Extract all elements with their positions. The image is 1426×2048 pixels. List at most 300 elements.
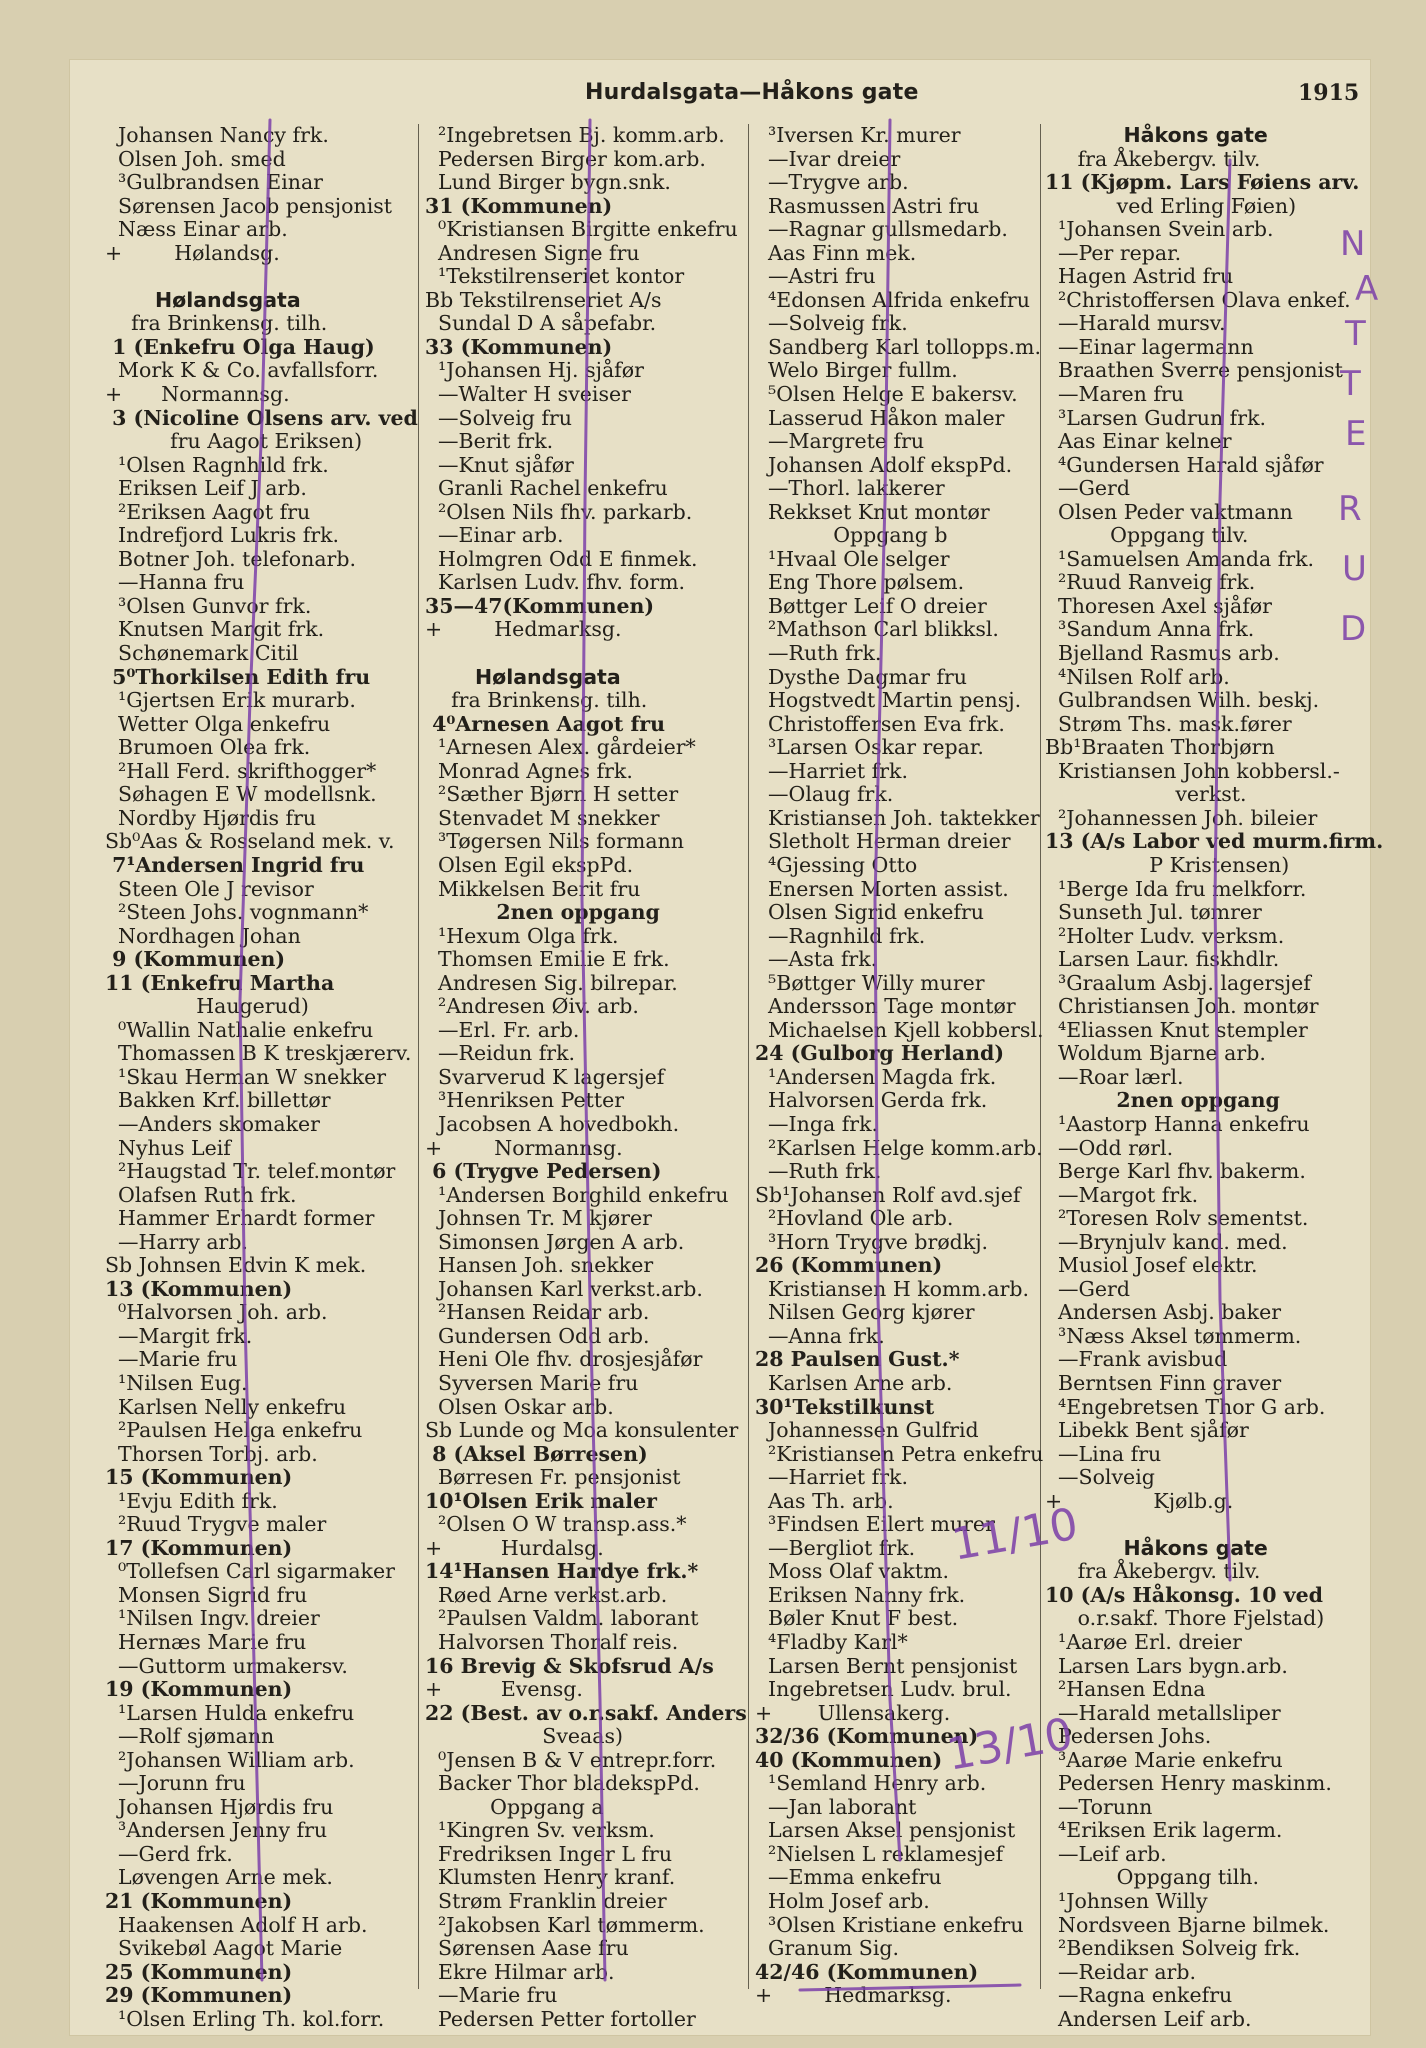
directory-entry: Olsen Sigrid enkefru: [755, 900, 984, 925]
directory-entry: Larsen Aksel pensjonist: [755, 1818, 1016, 1843]
directory-entry: ¹Andersen Magda frk.: [755, 1064, 997, 1089]
directory-entry: Børresen Fr. pensjonist: [425, 1465, 681, 1490]
directory-entry: Ingebretsen Ludv. brul.: [755, 1677, 1012, 1702]
directory-entry: —Jorunn fru: [105, 1771, 246, 1796]
directory-entry: Nordhagen Johan: [105, 923, 301, 948]
directory-entry: Sb Johnsen Edvin K mek.: [105, 1253, 367, 1278]
directory-entry: Christoffersen Eva frk.: [755, 711, 1005, 736]
directory-entry: ¹Tekstilrenseriet kontor: [425, 264, 685, 289]
directory-entry: Johansen Karl verkst.arb.: [425, 1276, 703, 1301]
directory-entry: —Knut sjåfør: [425, 452, 574, 477]
directory-entry: Woldum Bjarne arb.: [1045, 1041, 1266, 1066]
directory-entry: ³Findsen Eilert murer: [755, 1512, 995, 1537]
directory-entry: ⁴Eliassen Knut stempler: [1045, 1017, 1308, 1042]
directory-entry: + Evensg.: [425, 1677, 583, 1702]
directory-entry: + Kjølb.g.: [1045, 1488, 1234, 1513]
directory-entry: Pedersen Birger kom.arb.: [425, 146, 706, 171]
directory-entry: 2nen oppgang: [425, 900, 660, 925]
directory-entry: 19 (Kommunen): [105, 1677, 293, 1702]
directory-entry: 10 (A/s Håkonsg. 10 ved: [1045, 1582, 1323, 1607]
directory-entry: Lund Birger bygn.snk.: [425, 170, 671, 195]
handwritten-letter: R: [1338, 489, 1362, 529]
directory-entry: + Normannsg.: [105, 382, 290, 407]
directory-entry: —Harald metallsliper: [1045, 1700, 1281, 1725]
directory-entry: —Guttorm urmakersv.: [105, 1653, 348, 1678]
directory-entry: ¹Johansen Hj. sjåfør: [425, 358, 644, 383]
directory-entry: ¹Olsen Erling Th. kol.forr.: [105, 2006, 385, 2031]
directory-entry: ⁵Bøttger Willy murer: [755, 970, 985, 995]
directory-entry: Løvengen Arne mek.: [105, 1865, 333, 1890]
directory-entry: 13 (A/s Labor ved murm.firm.: [1045, 829, 1384, 854]
directory-entry: ¹Berge Ida fru melkforr.: [1045, 876, 1307, 901]
directory-entry: Ekre Hilmar arb.: [425, 1959, 615, 1984]
directory-entry: 10¹Olsen Erik maler: [425, 1488, 657, 1513]
directory-entry: fra Brinkensg. tilh.: [105, 311, 328, 336]
directory-entry: —Gerd frk.: [105, 1841, 233, 1866]
directory-entry: Sveaas): [425, 1724, 624, 1749]
directory-entry: Bb Tekstilrenseriet A/s: [425, 287, 662, 312]
directory-entry: —Ragnhild frk.: [755, 923, 926, 948]
directory-entry: Halvorsen Gerda frk.: [755, 1088, 988, 1113]
directory-entry: ⁰Tollefsen Carl sigarmaker: [105, 1559, 395, 1584]
directory-entry: 4⁰Arnesen Aagot fru: [425, 711, 665, 736]
directory-entry: Granum Sig.: [755, 1936, 900, 1961]
directory-entry: 16 Brevig & Skofsrud A/s: [425, 1653, 714, 1678]
directory-entry: ²Hansen Edna: [1045, 1677, 1206, 1702]
directory-entry: Eriksen Nanny frk.: [755, 1582, 966, 1607]
directory-entry: Johansen Nancy frk.: [105, 123, 329, 147]
directory-entry: ²Steen Johs. vognmann*: [105, 900, 369, 925]
directory-entry: ³Larsen Oskar repar.: [755, 735, 984, 760]
directory-entry: ²Ruud Ranveig frk.: [1045, 570, 1256, 595]
directory-entry: Aas Th. arb.: [755, 1488, 894, 1513]
directory-entry: —Margrete fru: [755, 429, 925, 454]
directory-entry: Andresen Signe fru: [425, 240, 640, 265]
directory-entry: Braathen Sverre pensjonist: [1045, 358, 1343, 383]
directory-entry: Stenvadet M snekker: [425, 805, 660, 830]
directory-entry: ⁴Gundersen Harald sjåfør: [1045, 452, 1324, 477]
directory-entry: Bøttger Leif O dreier: [755, 593, 987, 618]
directory-entry: Monsen Sigrid fru: [105, 1582, 308, 1607]
directory-entry: —Gerd: [1045, 476, 1130, 501]
directory-entry: 6 (Trygve Pedersen): [425, 1159, 662, 1184]
directory-entry: ²Andresen Øiv. arb.: [425, 994, 639, 1019]
directory-entry: ⁴Eriksen Erik lagerm.: [1045, 1818, 1283, 1843]
directory-entry: —Jan laborant: [755, 1794, 917, 1819]
directory-entry: ²Christoffersen Olava enkef.: [1045, 287, 1351, 312]
directory-entry: —Solveig fru: [425, 405, 572, 430]
directory-entry: 22 (Best. av o.r.sakf. Anders: [425, 1700, 747, 1725]
directory-entry: —Asta frk.: [755, 947, 878, 972]
directory-entry: —Walter H sveiser: [425, 382, 631, 407]
directory-entry: Pedersen Johs.: [1045, 1724, 1212, 1749]
directory-entry: ¹Nilsen Eug.: [105, 1370, 248, 1395]
directory-entry: —Inga frk.: [755, 1111, 879, 1136]
directory-entry: ¹Gjertsen Erik murarb.: [105, 688, 356, 713]
directory-entry: 15 (Kommunen): [105, 1465, 293, 1490]
directory-entry: Bb¹Braaten Thorbjørn: [1045, 735, 1275, 760]
directory-entry: ¹Johansen Svein arb.: [1045, 217, 1274, 242]
directory-entry: Olsen Oskar arb.: [425, 1394, 614, 1419]
directory-column-3: [755, 124, 1055, 2008]
directory-entry: ²Kristiansen Petra enkefru: [755, 1441, 1044, 1466]
directory-entry: Karlsen Nelly enkefru: [105, 1394, 347, 1419]
directory-entry: Larsen Bernt pensjonist: [755, 1653, 1018, 1678]
directory-entry: Haugerud): [105, 994, 309, 1019]
directory-entry: —Einar arb.: [425, 523, 564, 548]
directory-entry: 13 (Kommunen): [105, 1276, 293, 1301]
directory-entry: ⁴Fladby Karl*: [755, 1630, 908, 1654]
directory-entry: Olafsen Ruth frk.: [105, 1182, 297, 1207]
directory-entry: Oppgang a: [425, 1794, 604, 1819]
directory-entry: Oppgang b: [755, 523, 948, 548]
directory-entry: —Reidun frk.: [425, 1041, 576, 1066]
directory-entry: Karlsen Ludv. fhv. form.: [425, 570, 686, 595]
directory-entry: Olsen Peder vaktmann: [1045, 499, 1293, 524]
directory-entry: Sørensen Jacob pensjonist: [105, 193, 393, 218]
directory-entry: Lasserud Håkon maler: [755, 405, 1005, 430]
directory-entry: —Astri fru: [755, 264, 876, 289]
directory-entry: Berntsen Finn graver: [1045, 1370, 1282, 1395]
directory-entry: —Einar lagermann: [1045, 334, 1254, 359]
directory-entry: Svikebøl Aagot Marie: [105, 1936, 343, 1961]
directory-entry: —Ivar dreier: [755, 146, 901, 171]
directory-entry: —Olaug frk.: [755, 782, 894, 807]
directory-entry: Backer Thor bladekspPd.: [425, 1771, 700, 1796]
directory-entry: —Odd rørl.: [1045, 1135, 1174, 1160]
directory-entry: ¹Andersen Borghild enkefru: [425, 1182, 729, 1207]
directory-entry: ²Olsen Nils fhv. parkarb.: [425, 499, 693, 524]
directory-entry: Jacobsen A hovedbokh.: [425, 1111, 680, 1136]
directory-entry: 28 Paulsen Gust.*: [755, 1347, 960, 1372]
directory-entry: ³Olsen Kristiane enkefru: [755, 1912, 1024, 1937]
directory-entry: ²Paulsen Helga enkefru: [105, 1418, 363, 1443]
directory-entry: ³Olsen Gunvor frk.: [105, 593, 312, 618]
directory-entry: + Normannsg.: [425, 1135, 623, 1160]
directory-entry: —Margot frk.: [1045, 1182, 1199, 1207]
directory-entry: ²Hall Ferd. skrifthogger*: [105, 758, 377, 783]
directory-entry: Rekkset Knut montør: [755, 499, 990, 524]
directory-entry: 30¹Tekstilkunst: [755, 1394, 935, 1419]
directory-entry: —Solveig: [1045, 1465, 1155, 1490]
directory-entry: Schønemark Citil: [105, 641, 299, 666]
directory-entry: ⁰Halvorsen Joh. arb.: [105, 1300, 328, 1325]
directory-entry: Hernæs Marie fru: [105, 1630, 307, 1654]
directory-entry: ³Graalum Asbj. lagersjef: [1045, 970, 1311, 995]
directory-entry: P Kristensen): [1045, 852, 1290, 877]
directory-entry: Aas Einar kelner: [1045, 429, 1232, 454]
directory-entry: ²Karlsen Helge komm.arb.: [755, 1135, 1043, 1160]
directory-entry: Gundersen Odd arb.: [425, 1323, 650, 1348]
directory-entry: —Per repar.: [1045, 240, 1182, 265]
directory-entry: —Thorl. lakkerer: [755, 476, 945, 501]
directory-entry: + Hedmarksg.: [755, 1983, 952, 2008]
directory-entry: ²Haugstad Tr. telef.montør: [105, 1159, 396, 1184]
directory-entry: Eng Thore pølsem.: [755, 570, 965, 595]
directory-entry: Nordsveen Bjarne bilmek.: [1045, 1912, 1330, 1937]
directory-entry: ¹Skau Herman W snekker: [105, 1064, 387, 1089]
page-header: [0, 80, 1426, 114]
directory-entry: ²Mathson Carl blikksl.: [755, 617, 999, 642]
directory-entry: Hansen Joh. snekker: [425, 1253, 654, 1278]
directory-entry: Olsen Joh. smed: [105, 146, 286, 171]
directory-entry: ²Holter Ludv. verksm.: [1045, 923, 1285, 948]
directory-entry: 2nen oppgang: [1045, 1088, 1280, 1113]
directory-entry: Røed Arne verkst.arb.: [425, 1582, 668, 1607]
directory-entry: —Marie fru: [105, 1347, 238, 1372]
directory-entry: —Solveig frk.: [755, 311, 908, 336]
directory-entry: Mork K & Co. avfallsforr.: [105, 358, 379, 383]
directory-entry: —Hanna fru: [105, 570, 245, 595]
directory-entry: ³Iversen Kr. murer: [755, 123, 961, 147]
directory-entry: Pedersen Henry maskinm.: [1045, 1771, 1332, 1796]
directory-entry: 17 (Kommunen): [105, 1535, 293, 1560]
directory-entry: Fredriksen Inger L fru: [425, 1841, 673, 1866]
directory-entry: Wetter Olga enkefru: [105, 711, 331, 736]
directory-entry: ³Næss Aksel tømmerm.: [1045, 1323, 1302, 1348]
directory-entry: Rasmussen Astri fru: [755, 193, 980, 218]
directory-entry: Halvorsen Thoralf reis.: [425, 1630, 679, 1654]
directory-entry: Simonsen Jørgen A arb.: [425, 1229, 685, 1254]
handwritten-letter: A: [1355, 269, 1379, 309]
directory-entry: Andersson Tage montør: [755, 994, 1016, 1019]
directory-entry: ¹Aastorp Hanna enkefru: [1045, 1111, 1310, 1136]
directory-entry: Hølandsgata: [105, 287, 301, 312]
directory-entry: 11 (Enkefru Martha: [105, 970, 335, 995]
directory-entry: + Ullensakerg.: [755, 1700, 951, 1725]
handwritten-note: 11/10: [948, 1498, 1082, 1571]
directory-entry: ²Nielsen L reklamesjef: [755, 1841, 1004, 1866]
directory-entry: ¹Semland Henry arb.: [755, 1771, 987, 1796]
directory-entry: Botner Joh. telefonarb.: [105, 546, 356, 571]
directory-entry: Syversen Marie fru: [425, 1370, 639, 1395]
directory-entry: Hølandsgata: [425, 664, 621, 689]
directory-entry: Håkons gate: [1045, 1535, 1268, 1560]
directory-entry: Granli Rachel enkefru: [425, 476, 668, 501]
directory-entry: fra Brinkensg. tilh.: [425, 688, 648, 713]
directory-entry: Musiol Josef elektr.: [1045, 1253, 1258, 1278]
directory-entry: ¹Samuelsen Amanda frk.: [1045, 546, 1315, 571]
directory-entry: —Bergliot frk.: [755, 1535, 916, 1560]
directory-entry: ²Ingebretsen Bj. komm.arb.: [425, 123, 725, 147]
directory-entry: Sundal D A såpefabr.: [425, 311, 657, 336]
directory-entry: ³Andersen Jenny fru: [105, 1818, 328, 1843]
directory-entry: Indrefjord Lukris frk.: [105, 523, 340, 548]
directory-entry: —Marie fru: [425, 1983, 558, 2008]
directory-entry: [425, 642, 720, 666]
directory-entry: [105, 265, 400, 289]
directory-entry: ⁴Nilsen Rolf arb.: [1045, 664, 1230, 689]
directory-entry: ¹Nilsen Ingv. dreier: [105, 1606, 320, 1631]
directory-entry: ¹Aarøe Erl. dreier: [1045, 1630, 1242, 1654]
directory-entry: ³Sandum Anna frk.: [1045, 617, 1255, 642]
directory-entry: —Reidar arb.: [1045, 1959, 1196, 1984]
directory-entry: ⁴Edonsen Alfrida enkefru: [755, 287, 1030, 312]
directory-entry: Strøm Ths. mask.fører: [1045, 711, 1292, 736]
directory-entry: Håkons gate: [1045, 123, 1268, 147]
directory-entry: —Ragnar gullsmedarb.: [755, 217, 1008, 242]
directory-entry: Moss Olaf vaktm.: [755, 1559, 950, 1584]
directory-entry: —Harriet frk.: [755, 758, 908, 783]
directory-entry: Larsen Laur. fiskhdlr.: [1045, 947, 1280, 972]
directory-column-1: [105, 123, 418, 2031]
directory-entry: ¹Hvaal Ole selger: [755, 546, 950, 571]
directory-entry: ⁵Olsen Helge E bakersv.: [755, 382, 1018, 407]
directory-entry: Gulbrandsen Wilh. beskj.: [1045, 688, 1320, 713]
directory-entry: ²Johannessen Joh. bileier: [1045, 805, 1318, 830]
directory-entry: —Berit frk.: [425, 429, 554, 454]
directory-entry: Bøler Knut F best.: [755, 1606, 959, 1631]
handwritten-letter: T: [1345, 314, 1366, 354]
directory-entry: fru Aagot Eriksen): [105, 429, 363, 454]
directory-entry: o.r.sakf. Thore Fjelstad): [1045, 1606, 1325, 1631]
directory-entry: 29 (Kommunen): [105, 1983, 293, 2008]
directory-entry: —Emma enkefru: [755, 1865, 942, 1890]
directory-column-4: [1045, 123, 1384, 2031]
directory-entry: ⁰Jensen B & V entrepr.forr.: [425, 1747, 717, 1772]
directory-entry: Holmgren Odd E finmek.: [425, 546, 698, 571]
directory-entry: Karlsen Arne arb.: [755, 1370, 953, 1395]
directory-entry: Christiansen Joh. montør: [1045, 994, 1319, 1019]
directory-entry: —Gerd: [1045, 1276, 1130, 1301]
directory-entry: ³Larsen Gudrun frk.: [1045, 405, 1267, 430]
directory-entry: ¹Evju Edith frk.: [105, 1488, 278, 1513]
directory-entry: Steen Ole J revisor: [105, 876, 314, 901]
directory-entry: Svarverud K lagersjef: [425, 1064, 665, 1089]
directory-entry: ¹Hexum Olga frk.: [425, 923, 619, 948]
directory-entry: Brumoen Olea frk.: [105, 735, 311, 760]
directory-entry: —Harriet frk.: [755, 1465, 908, 1490]
directory-entry: ³Horn Trygve brødkj.: [755, 1229, 989, 1254]
directory-entry: ²Bendiksen Solveig frk.: [1045, 1936, 1301, 1961]
directory-entry: Holm Josef arb.: [755, 1889, 930, 1914]
directory-entry: Bakken Krf. billettør: [105, 1088, 331, 1113]
directory-entry: + Hurdalsg.: [425, 1535, 604, 1560]
directory-entry: Sb⁰Aas & Rosseland mek. v.: [105, 829, 395, 854]
directory-entry: —Ruth frk.: [755, 641, 882, 666]
directory-entry: —Maren fru: [1045, 382, 1184, 407]
handwritten-letter: U: [1342, 549, 1367, 589]
directory-entry: 25 (Kommunen): [105, 1959, 293, 1984]
directory-entry: Kristiansen H komm.arb.: [755, 1276, 1030, 1301]
directory-entry: —Rolf sjømann: [105, 1724, 275, 1749]
directory-entry: Larsen Lars bygn.arb.: [1045, 1653, 1288, 1678]
directory-entry: Thoresen Axel sjåfør: [1045, 593, 1272, 618]
directory-entry: Sørensen Aase fru: [425, 1936, 629, 1961]
directory-entry: Thomsen Emilie E frk.: [425, 947, 670, 972]
directory-entry: 1 (Enkefru Olga Haug): [105, 334, 375, 359]
directory-entry: Sletholt Herman dreier: [755, 829, 1011, 854]
directory-entry: 32/36 (Kommunen): [755, 1724, 979, 1749]
directory-entry: Eriksen Leif J arb.: [105, 476, 307, 501]
directory-entry: ²Ruud Trygve maler: [105, 1512, 327, 1537]
directory-entry: —Frank avisbud: [1045, 1347, 1228, 1372]
directory-entry: Klumsten Henry kranf.: [425, 1865, 676, 1890]
directory-entry: Andersen Asbj. baker: [1045, 1300, 1282, 1325]
directory-entry: —Ruth frk.: [755, 1159, 882, 1184]
directory-entry: —Margit frk.: [105, 1323, 253, 1348]
directory-entry: —Roar lærl.: [1045, 1064, 1184, 1089]
directory-entry: ⁰Kristiansen Birgitte enkefru: [425, 217, 738, 242]
directory-entry: ved Erling Føien): [1045, 193, 1297, 218]
directory-entry: 26 (Kommunen): [755, 1253, 943, 1278]
directory-entry: Nilsen Georg kjører: [755, 1300, 975, 1325]
directory-entry: Michaelsen Kjell kobbersl.: [755, 1017, 1044, 1042]
directory-entry: —Harald mursv.: [1045, 311, 1226, 336]
directory-entry: Monrad Agnes frk.: [425, 758, 633, 783]
directory-entry: 24 (Gulborg Herland): [755, 1041, 1005, 1066]
directory-entry: Olsen Egil ekspPd.: [425, 852, 634, 877]
directory-entry: Haakensen Adolf H arb.: [105, 1912, 368, 1937]
directory-entry: Andersen Leif arb.: [1045, 2006, 1252, 2031]
directory-entry: ¹Olsen Ragnhild frk.: [105, 452, 329, 477]
directory-entry: ²Sæther Bjørn H setter: [425, 782, 679, 807]
directory-entry: Strøm Franklin dreier: [425, 1889, 667, 1914]
column-divider: [418, 124, 419, 1989]
directory-entry: Søhagen E W modellsnk.: [105, 782, 377, 807]
directory-entry: Oppgang tilh.: [1045, 1865, 1259, 1890]
directory-entry: Berge Karl fhv. bakerm.: [1045, 1159, 1306, 1184]
directory-entry: Knutsen Margit frk.: [105, 617, 325, 642]
directory-entry: 11 (Kjøpm. Lars Føiens arv.: [1045, 170, 1360, 195]
directory-entry: ³Tøgersen Nils formann: [425, 829, 684, 854]
directory-entry: Dysthe Dagmar fru: [755, 664, 968, 689]
directory-entry: fra Åkebergv. tilv.: [1045, 1559, 1261, 1584]
directory-entry: ⁴Gjessing Otto: [755, 852, 918, 877]
directory-entry: Bjelland Rasmus arb.: [1045, 641, 1280, 666]
directory-entry: 8 (Aksel Børresen): [425, 1441, 648, 1466]
directory-entry: Pedersen Petter fortoller: [425, 2006, 696, 2031]
directory-entry: —Leif arb.: [1045, 1841, 1167, 1866]
directory-entry: Hammer Erhardt former: [105, 1206, 375, 1231]
directory-entry: 3 (Nicoline Olsens arv. ved: [105, 405, 418, 430]
directory-entry: Thorsen Torbj. arb.: [105, 1441, 318, 1466]
directory-entry: ²Toresen Rolv sementst.: [1045, 1206, 1309, 1231]
column-divider: [748, 124, 749, 1989]
handwritten-letter: N: [1340, 224, 1366, 264]
directory-entry: —Ragna enkefru: [1045, 1983, 1233, 2008]
directory-entry: fra Åkebergv. tilv.: [1045, 146, 1261, 171]
directory-entry: 42/46 (Kommunen): [755, 1959, 979, 1984]
directory-entry: Oppgang tilv.: [1045, 523, 1249, 548]
directory-entry: 40 (Kommunen): [755, 1747, 943, 1772]
directory-entry: ²Hansen Reidar arb.: [425, 1300, 650, 1325]
directory-entry: Nyhus Leif: [105, 1135, 231, 1160]
directory-entry: Welo Birger fullm.: [755, 358, 958, 383]
page-title: Hurdalsgata—Håkons gate: [585, 80, 919, 105]
handwritten-note: 13/10: [943, 1708, 1077, 1781]
directory-entry: —Lina fru: [1045, 1441, 1162, 1466]
directory-entry: 5⁰Thorkilsen Edith fru: [105, 664, 371, 689]
directory-entry: Enersen Morten assist.: [755, 876, 1009, 901]
directory-entry: 31 (Kommunen): [425, 193, 613, 218]
directory-entry: 14¹Hansen Hardye frk.*: [425, 1559, 699, 1584]
directory-entry: ⁰Wallin Nathalie enkefru: [105, 1017, 374, 1042]
directory-entry: + Hedmarksg.: [425, 617, 622, 642]
handwritten-letter: D: [1340, 609, 1367, 649]
directory-column-2: [425, 123, 747, 2031]
directory-entry: Kristiansen Joh. taktekker: [755, 805, 1040, 830]
handwritten-letter: T: [1340, 364, 1361, 404]
directory-entry: —Harry arb.: [105, 1229, 248, 1254]
directory-entry: ⁴Engebretsen Thor G arb.: [1045, 1394, 1326, 1419]
directory-entry: —Anna frk.: [755, 1323, 885, 1348]
directory-entry: [1045, 1513, 1345, 1537]
directory-entry: Andresen Sig. bilrepar.: [425, 970, 678, 995]
directory-entry: Heni Ole fhv. drosjesjåfør: [425, 1347, 703, 1372]
directory-entry: Johansen Hjørdis fru: [105, 1794, 334, 1819]
directory-entry: 7¹Andersen Ingrid fru: [105, 852, 365, 877]
